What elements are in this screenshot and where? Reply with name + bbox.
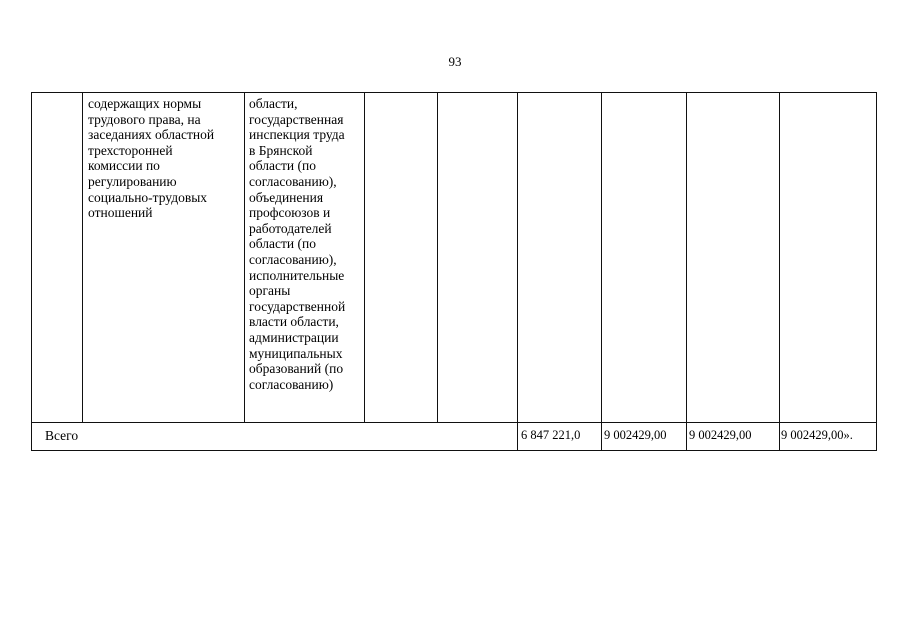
cell-line: области, (249, 96, 298, 111)
cell-line: объединения (249, 189, 324, 205)
total-value-1: 6 847 221,0 (521, 428, 581, 442)
table-bottom-border (31, 450, 876, 451)
row-divider (31, 422, 876, 423)
col-divider (437, 92, 438, 422)
cell-line: органы (249, 283, 291, 299)
cell-line: власти области, (249, 314, 339, 330)
cell-line: трудового права, на (88, 111, 201, 127)
cell-line: трехсторонней (88, 142, 173, 158)
total-value-3: 9 002429,00 (689, 428, 752, 442)
table-right-border (876, 92, 877, 451)
total-value-2: 9 002429,00 (604, 428, 667, 442)
cell-line: согласованию) (249, 376, 334, 392)
total-label: Всего (45, 428, 79, 443)
page-number: 93 (448, 54, 462, 69)
total-value-4: 9 002429,00». (781, 428, 853, 442)
cell-line: исполнительные (249, 267, 345, 283)
cell-line: муниципальных (249, 345, 343, 361)
col-divider (517, 92, 518, 451)
col-divider (686, 92, 687, 451)
col-divider (601, 92, 602, 451)
cell-line: государственная (249, 111, 344, 127)
cell-line: государственной (249, 298, 346, 314)
cell-line: регулированию (88, 173, 177, 189)
cell-description (88, 96, 214, 221)
cell-line: в Брянской (249, 142, 313, 158)
cell-line: согласованию), (249, 251, 337, 267)
cell-line: согласованию), (249, 173, 337, 189)
cell-line: области (по (249, 236, 316, 252)
cell-line: инспекция труда (249, 127, 345, 143)
cell-line: комиссии по (88, 158, 160, 174)
col-divider (779, 92, 780, 451)
col-divider (244, 92, 245, 422)
cell-line: содержащих нормы (88, 96, 202, 111)
cell-line: работодателей (249, 220, 332, 236)
table-left-border (31, 92, 32, 451)
table-top-border (31, 92, 876, 93)
cell-line: образований (по (249, 361, 344, 377)
col-divider (82, 92, 83, 422)
cell-line: отношений (88, 205, 153, 221)
cell-line: социально-трудовых (88, 189, 208, 205)
cell-participants (249, 96, 345, 392)
cell-line: заседаниях областной (88, 127, 215, 143)
col-divider (364, 92, 365, 422)
cell-line: области (по (249, 158, 316, 174)
cell-line: профсоюзов и (249, 205, 331, 221)
cell-line: администрации (249, 329, 339, 345)
